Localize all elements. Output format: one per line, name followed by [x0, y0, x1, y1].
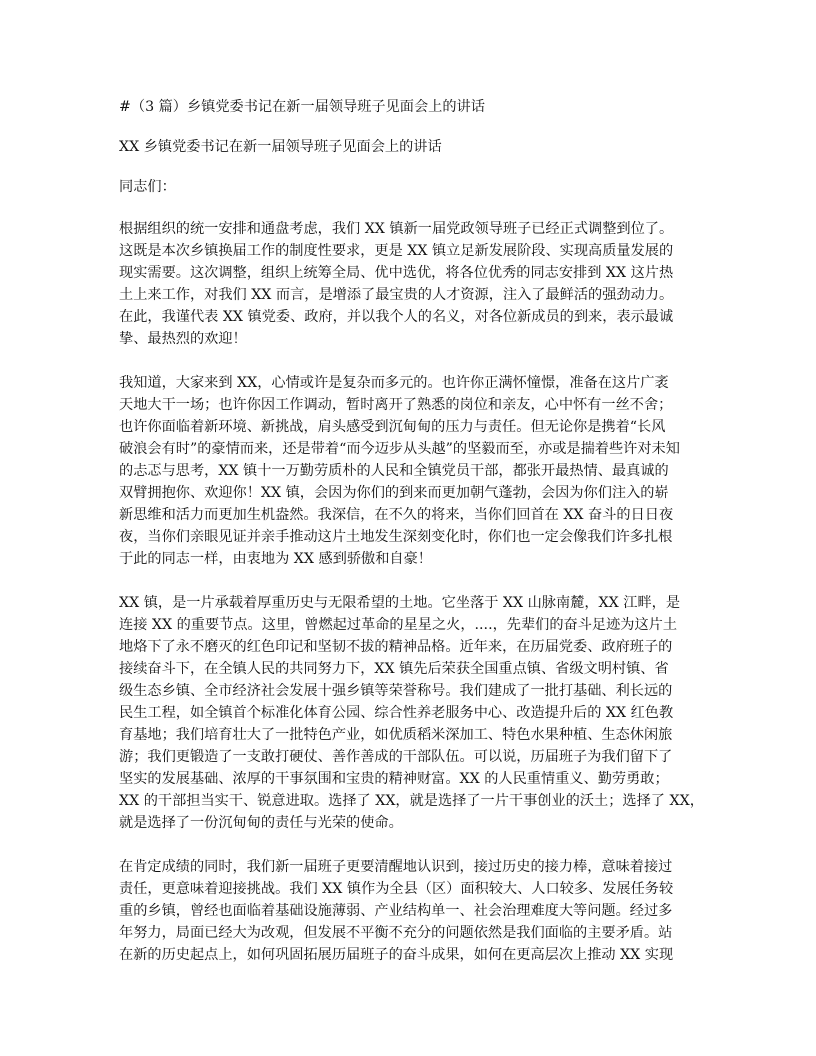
paragraph-line: 级生态乡镇、全市经济社会发展十强乡镇等荣誉称号。我们建成了一批打基础、利长远的	[119, 683, 673, 699]
paragraph-line: 在肯定成绩的同时，我们新一届班子更要清醒地认识到，接过历史的接力棒，意味着接过	[119, 859, 673, 875]
paragraph-line: 就是选择了一份沉甸甸的责任与光荣的使命。	[119, 815, 403, 831]
paragraph-line: 破浪会有时”的豪情而来，还是带着“而今迈步从头越”的坚毅而至，亦或是揣着些许对未知	[119, 441, 680, 457]
paragraph-line: 责任，更意味着迎接挑战。我们 XX 镇作为全县（区）面积较大、人口较多、发展任务较	[119, 881, 674, 897]
paragraph-line: 也许你面临着新环境、新挑战，肩头感受到沉甸甸的压力与责任。但无论你是携着“长风	[119, 419, 666, 435]
paragraph-line: 育基地；我们培育壮大了一批特色产业，如优质稻米深加工、特色水果种植、生态休闲旅	[119, 727, 673, 743]
greeting: 同志们：	[119, 179, 176, 195]
heading-main: #（3 篇）乡镇党委书记在新一届领导班子见面会上的讲话	[119, 99, 485, 115]
paragraph-line: 民生工程，如全镇首个标准化体育公园、综合性养老服务中心、改造提升后的 XX 红色教	[119, 705, 674, 721]
paragraph-line: XX 的干部担当实干、锐意进取。选择了 XX，就是选择了一片干事创业的沃土；选择了 XX，	[119, 793, 704, 809]
paragraph	[119, 218, 695, 350]
paragraph-line: 天地大干一场；也许你因工作调动，暂时离开了熟悉的岗位和亲友，心中怀有一丝不舍；	[119, 397, 673, 413]
paragraph-line: 在此，我谨代表 XX 镇党委、政府，并以我个人的名义，对各位新成员的到来，表示最诚	[119, 309, 674, 325]
paragraph-line: 年努力，局面已经大为改观，但发展不平衡不充分的问题依然是我们面临的主要矛盾。站	[119, 925, 673, 941]
paragraph-line: 土上来工作，对我们 XX 而言，是增添了最宝贵的人才资源，注入了最鲜活的强劲动力。	[119, 287, 674, 303]
paragraph-line: 连接 XX 的重要节点。这里，曾燃起过革命的星星之火，....，先辈们的奋斗足迹为这片土	[119, 617, 678, 633]
paragraph-line: 的忐忑与思考，XX 镇十一万勤劳质朴的人民和全镇党员干部，都张开最热情、最真诚的	[119, 463, 669, 479]
paragraph	[119, 856, 695, 966]
paragraph-line: 根据组织的统一安排和通盘考虑，我们 XX 镇新一届党政领导班子已经正式调整到位了。	[119, 221, 674, 237]
paragraph-line: 这既是本次乡镇换届工作的制度性要求，更是 XX 镇立足新发展阶段、实现高质量发展的	[119, 243, 674, 259]
paragraph-line: 游；我们更锻造了一支敢打硬仗、善作善成的干部队伍。可以说，历届班子为我们留下了	[119, 749, 673, 765]
paragraph-line: 我知道，大家来到 XX，心情或许是复杂而多元的。也许你正满怀憧憬，准备在这片广袤	[119, 375, 669, 391]
paragraph	[119, 372, 695, 570]
paragraphs	[119, 218, 704, 966]
paragraph	[119, 592, 704, 834]
paragraph-line: 双臂拥抱你、欢迎你！XX 镇，会因为你们的到来而更加朝气蓬勃，会因为你们注入的崭	[119, 485, 669, 501]
paragraph-line: 于此的同志一样，由衷地为 XX 感到骄傲和自豪！	[119, 551, 432, 567]
paragraph-line: 在新的历史起点上，如何巩固拓展历届班子的奋斗成果，如何在更高层次上推动 XX 实现	[119, 947, 674, 963]
paragraph-line: 接续奋斗下，在全镇人民的共同努力下，XX 镇先后荣获全国重点镇、省级文明村镇、省	[119, 661, 669, 677]
document-body	[119, 96, 704, 988]
paragraph-line: 新思维和活力而更加生机盎然。我深信，在不久的将来，当你们回首在 XX 奋斗的日日夜	[119, 507, 674, 523]
paragraph-line: 挚、最热烈的欢迎！	[119, 331, 247, 347]
paragraph-line: 现实需要。这次调整，组织上统筹全局、优中选优，将各位优秀的同志安排到 XX 这片热	[119, 265, 674, 281]
paragraph-line: 夜，当你们亲眼见证并亲手推动这片土地发生深刻变化时，你们也一定会像我们许多扎根	[119, 529, 673, 545]
paragraph-line: XX 镇，是一片承载着厚重历史与无限希望的土地。它坐落于 XX 山脉南麓，XX 江畔，是	[119, 595, 681, 611]
paragraph-line: 坚实的发展基础、浓厚的干事氛围和宝贵的精神财富。XX 的人民重情重义、勤劳勇敢；	[119, 771, 669, 787]
paragraph-line: 地烙下了永不磨灭的红色印记和坚韧不拔的精神品格。近年来，在历届党委、政府班子的	[119, 639, 673, 655]
paragraph-line: 重的乡镇，曾经也面临着基础设施薄弱、产业结构单一、社会治理难度大等问题。经过多	[119, 903, 673, 919]
heading-sub: XX 乡镇党委书记在新一届领导班子见面会上的讲话	[119, 139, 442, 155]
